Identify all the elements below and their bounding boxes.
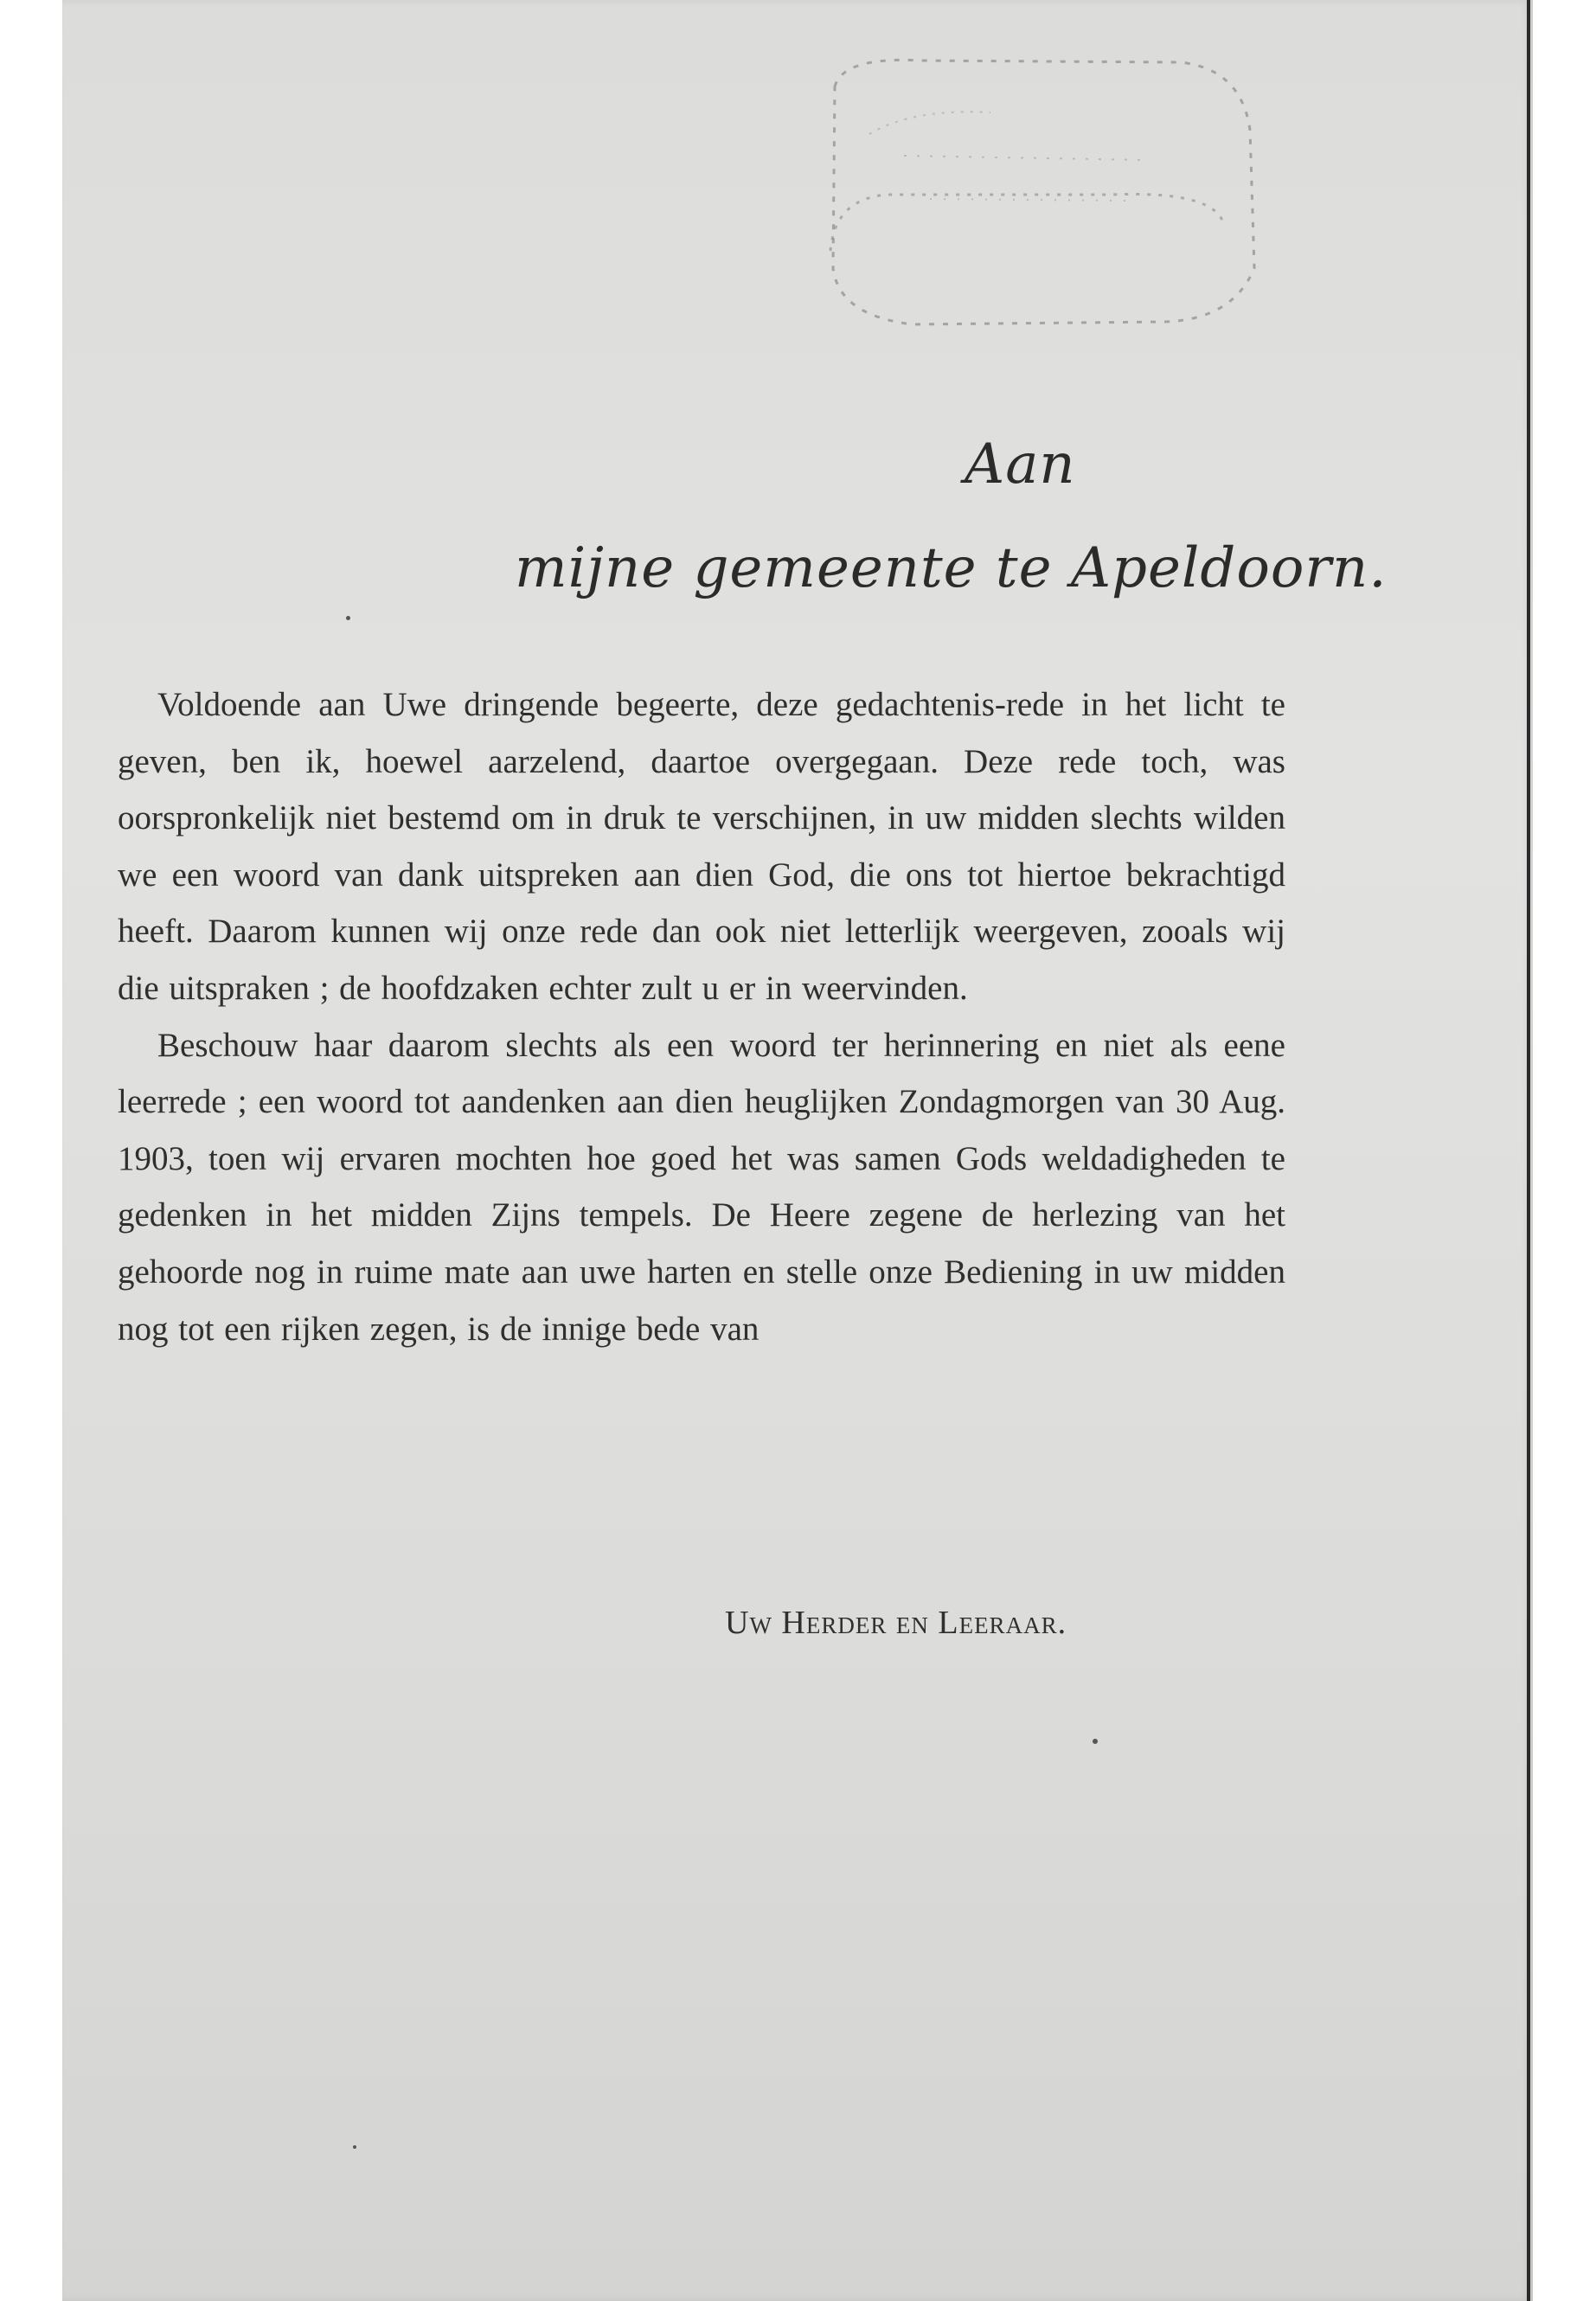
signature: Uw Herder en Leeraar. [725, 1605, 1067, 1641]
dust-speck [1093, 1739, 1098, 1744]
paragraph-first: Voldoende aan Uwe dringende begeerte, deze gedachtenis-rede in het licht te geven, ben ik, hoewel aarzelend, daartoe overgegaan. Deze rede toch, was oorspronkelijk niet bestemd om in druk te verschijnen, in uw midden slechts wilden we een woord van dank uitspreken aan dien God, die ons tot hiertoe bekrachtigd heeft. Daarom kunnen wij onze rede dan ook niet letterlijk weergeven, zooals wij die uitspraken ; de hoofdzaken echter zult u er in weervinden. [118, 686, 1285, 1007]
dedication-heading: Aan [965, 433, 1076, 497]
dedication-recipient: mijne gemeente te Apeldoorn. [515, 536, 1388, 600]
page-edge [1527, 0, 1530, 2301]
body-text [118, 676, 1285, 1357]
faded-stamp-icon [817, 52, 1267, 337]
dust-speck [353, 2145, 356, 2149]
dust-speck [346, 616, 350, 620]
paragraph-second: Beschouw haar daarom slechts als een woord ter herinnering en niet als eene leerrede ; een woord tot aandenken aan dien heuglijken Zondagmorgen van 30 Aug. 1903, toen wij ervaren mochten hoe goed het was samen Gods weldadigheden te gedenken in het midden Zijns tempels. De Heere zegene de herlezing van het gehoorde nog in ruime mate aan uwe harten en stelle onze Bediening in uw midden nog tot een rijken zegen, is de innige bede van [118, 1026, 1285, 1348]
